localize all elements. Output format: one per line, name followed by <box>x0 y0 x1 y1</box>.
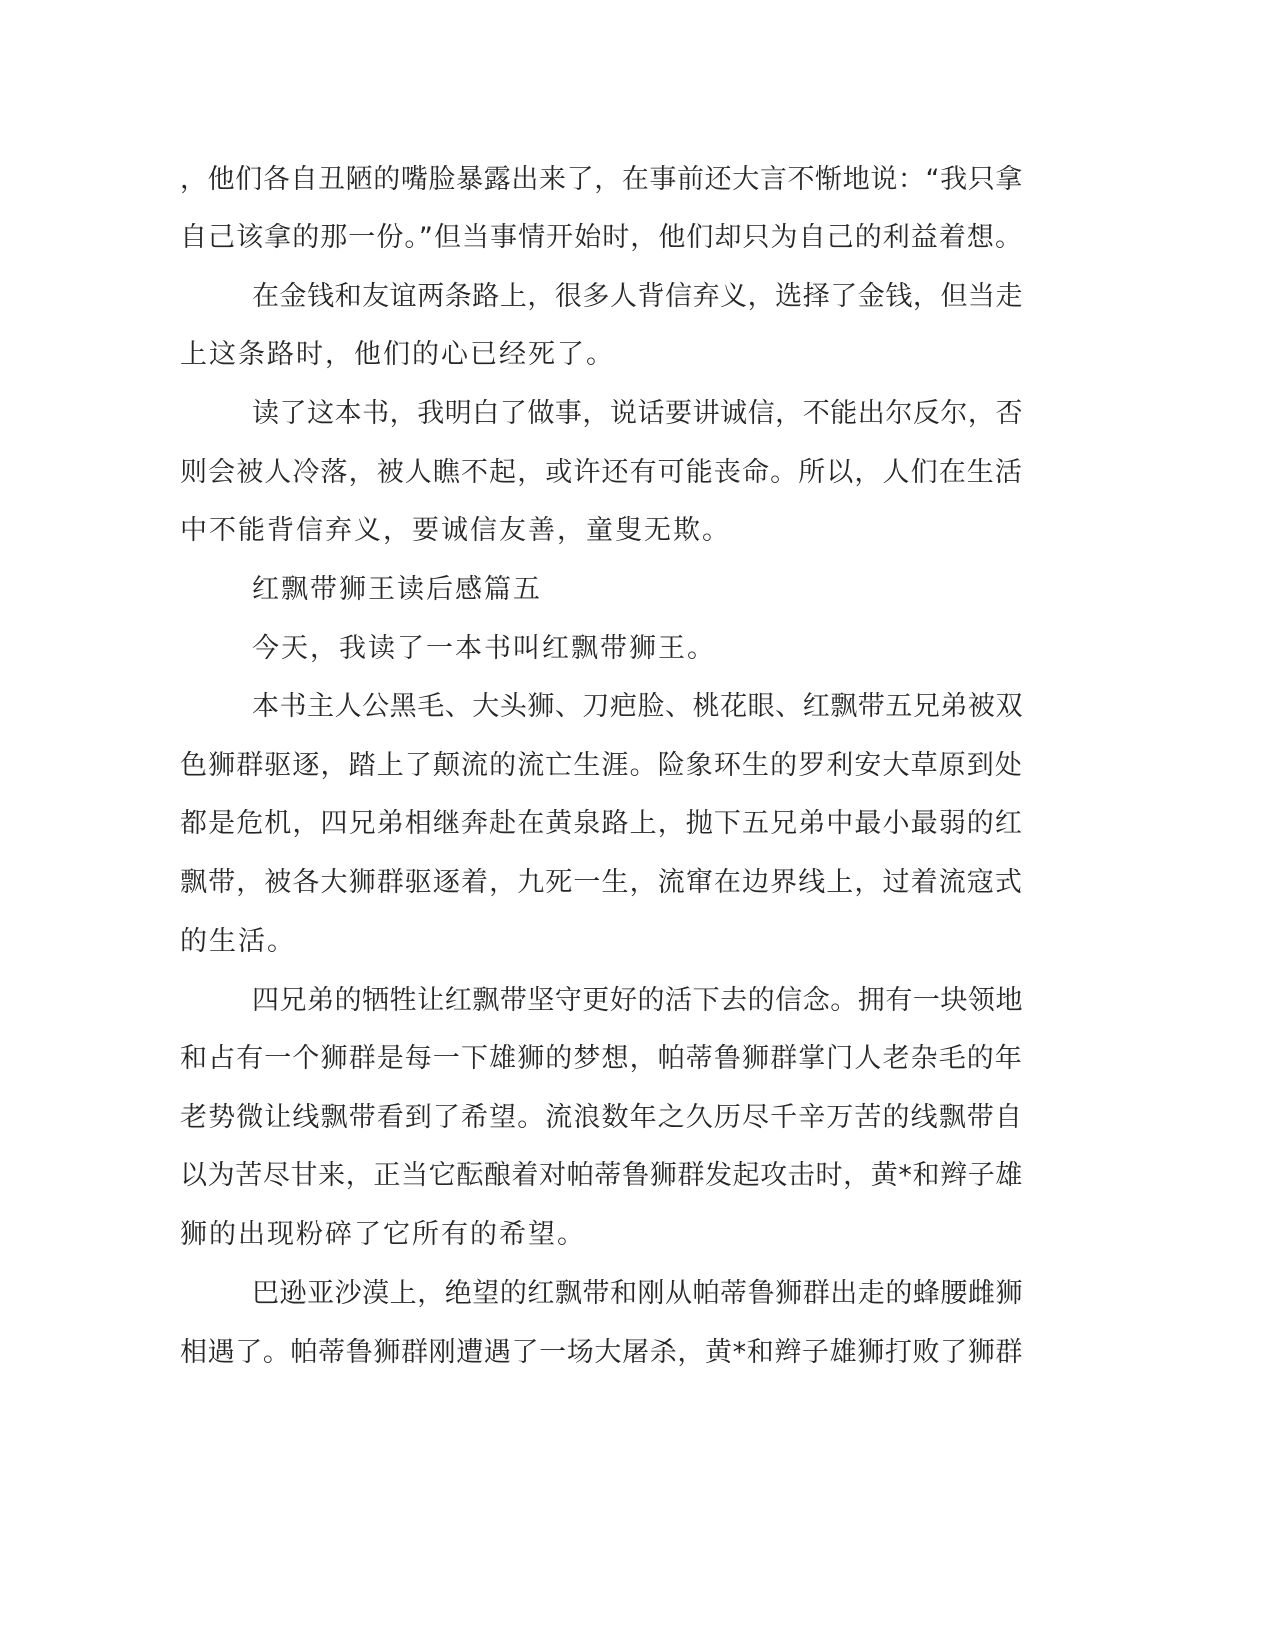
text-line: 和占有一个狮群是每一下雄狮的梦想，帕蒂鲁狮群掌门人老杂毛的年 <box>180 1043 1023 1074</box>
text-line: 今天，我读了一本书叫红飘带狮王。 <box>252 633 716 664</box>
text-line: 自己该拿的那一份。”但当事情开始时，他们却只为自己的利益着想。 <box>180 222 1023 253</box>
text-line: 在金钱和友谊两条路上，很多人背信弃义，选择了金钱，但当走 <box>252 281 1023 312</box>
text-line: 上这条路时，他们的心已经死了。 <box>180 339 615 370</box>
section-heading: 红飘带狮王读后感篇五 <box>252 574 542 605</box>
text-line: 四兄弟的牺牲让红飘带坚守更好的活下去的信念。拥有一块领地 <box>252 985 1023 1016</box>
text-line: 则会被人冷落，被人瞧不起，或许还有可能丧命。所以，人们在生活 <box>180 457 1023 488</box>
text-line: 以为苦尽甘来，正当它酝酿着对帕蒂鲁狮群发起攻击时，黄*和辫子雄 <box>180 1160 1023 1191</box>
text-line: 本书主人公黑毛、大头狮、刀疤脸、桃花眼、红飘带五兄弟被双 <box>252 691 1023 722</box>
text-line: ，他们各自丑陋的嘴脸暴露出来了，在事前还大言不惭地说：“我只拿 <box>180 164 1023 195</box>
text-line: 老势微让线飘带看到了希望。流浪数年之久历尽千辛万苦的线飘带自 <box>180 1102 1023 1133</box>
text-line: 狮的出现粉碎了它所有的希望。 <box>180 1219 586 1250</box>
text-line: 飘带，被各大狮群驱逐着，九死一生，流窜在边界线上，过着流寇式 <box>180 867 1023 898</box>
text-line: 巴逊亚沙漠上，绝望的红飘带和刚从帕蒂鲁狮群出走的蜂腰雌狮 <box>252 1278 1023 1309</box>
text-line: 读了这本书，我明白了做事，说话要讲诚信，不能出尔反尔，否 <box>252 398 1023 429</box>
text-line: 的生活。 <box>180 926 296 957</box>
text-line: 色狮群驱逐，踏上了颠流的流亡生涯。险象环生的罗利安大草原到处 <box>180 750 1023 781</box>
text-line: 相遇了。帕蒂鲁狮群刚遭遇了一场大屠杀，黄*和辫子雄狮打败了狮群 <box>180 1337 1023 1368</box>
text-line: 中不能背信弃义，要诚信友善，童叟无欺。 <box>180 515 731 546</box>
text-line: 都是危机，四兄弟相继奔赴在黄泉路上，抛下五兄弟中最小最弱的红 <box>180 808 1023 839</box>
